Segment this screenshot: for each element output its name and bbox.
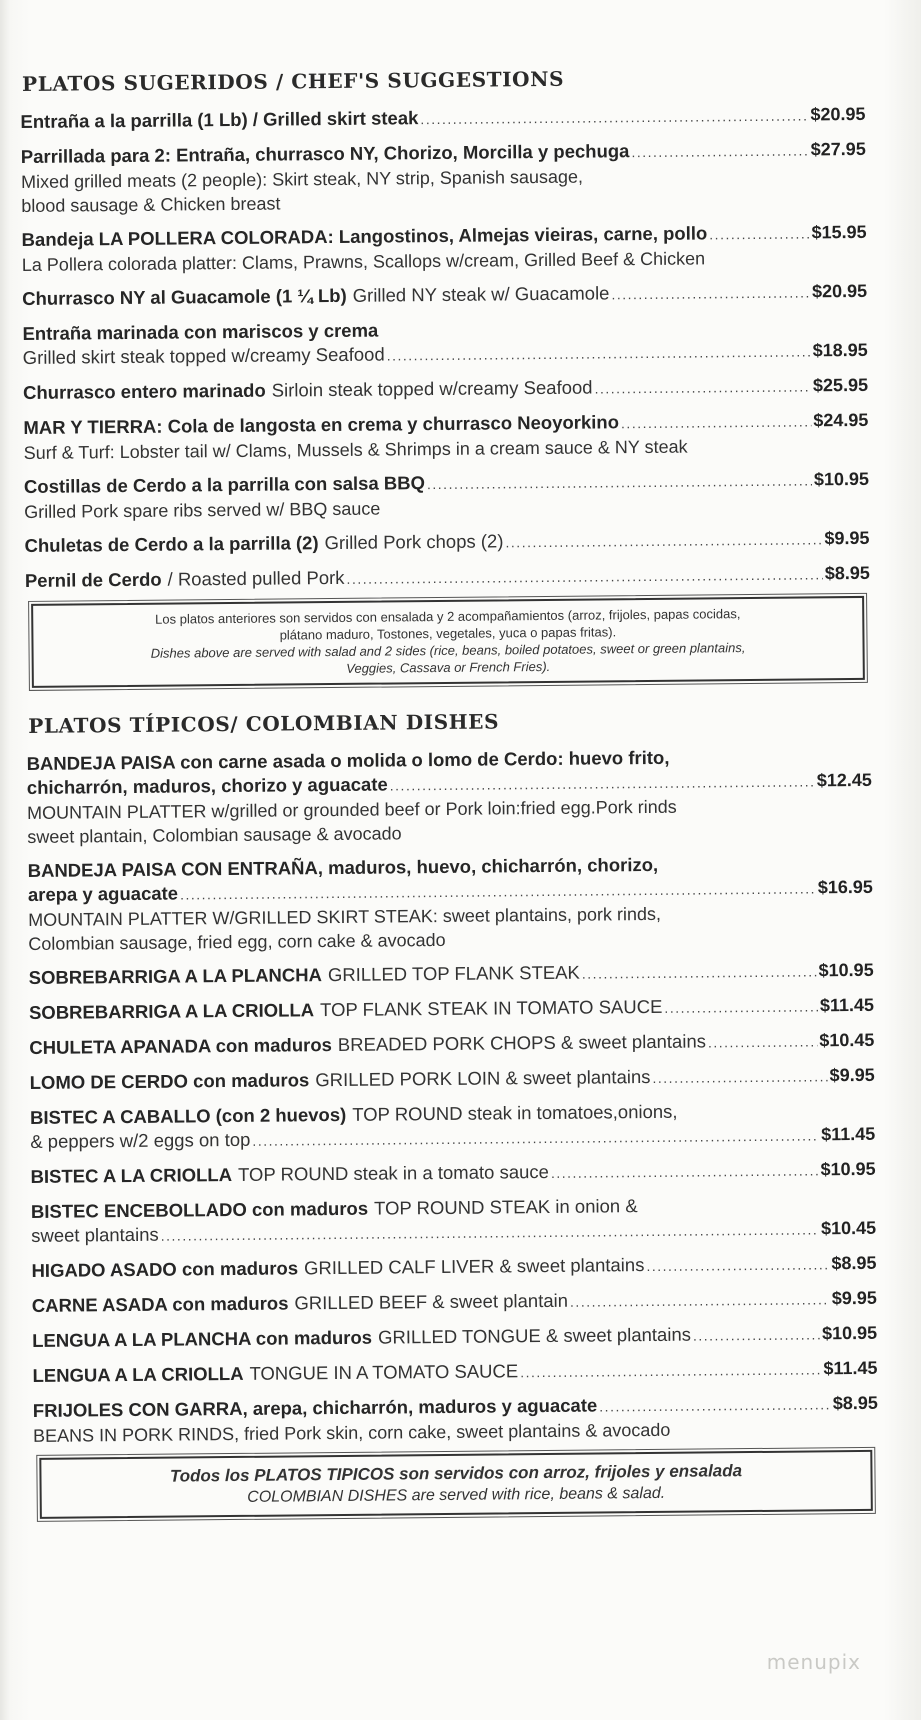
dot-leader [420,103,808,131]
menu-item [30,1157,875,1190]
section-title-chef: PLATOS SUGERIDOS / CHEF'S SUGGESTIONS [21,66,565,96]
menu-item-name: Bandeja LA POLLERA COLORADA: Langostinos, Almejas vieiras, carne, pollo [21,222,708,250]
section-title-colombian: PLATOS TÍPICOS/ COLOMBIAN DISHES [28,709,500,738]
menu-item [21,137,867,218]
menu-item-price: $20.95 [811,280,868,302]
menu-item [32,1286,877,1319]
menu-item-description: MOUNTAIN PLATTER w/grilled or grounded beef or Pork loin:fried egg.Pork rinds [27,796,677,823]
menu-item-line [30,1063,875,1096]
menu-item-description: La Pollera colorada platter: Clams, Prawns, Scallops w/cream, Grilled Beef & Chicken [21,248,706,275]
menu-item-name: BISTEC ENCEBOLLADO con maduros [30,1197,369,1222]
dot-leader [520,1357,821,1384]
menu-item-name: Entraña marinada con mariscos y crema [22,319,379,344]
menu-item [31,1251,876,1284]
dot-leader [708,1029,818,1054]
sides-note-en-1: Dishes above are served with salad and 2 sides (rice, beans, boiled potatoes, sweet or green plantains, [150,640,746,661]
menu-item-price: $15.95 [811,221,867,243]
colombian-note [39,1450,873,1519]
dot-leader [693,1322,820,1347]
menu-item-english: TOP ROUND steak in a tomato sauce [237,1160,549,1185]
dot-leader [594,374,811,400]
menu-item-name: Parrillada para 2: Entraña, churrasco NY, Chorizo, Morcilla y pechuga [20,140,630,167]
menu-item-name: CHULETA APANADA con maduros [29,1034,332,1058]
menu-item [23,373,868,406]
menu-item [29,958,874,991]
menu-item-price: $12.45 [816,769,872,791]
menu-item-name: Entraña a la parrilla (1 Lb) / Grilled skirt steak [20,107,419,132]
menu-item-line [29,993,874,1026]
menu-item-price: $27.95 [810,138,866,160]
menu-item-name: BISTEC A CABALLO (con 2 huevos) [29,1103,347,1128]
menu-item [32,1356,877,1389]
dot-leader [387,339,811,367]
menu-item-english: TOP FLANK STEAK IN TOMATO SAUCE [319,995,663,1021]
sides-note-en-2: Veggies, Cassava or French Fries). [346,658,551,676]
sides-note-es-2: plátano maduro, Tostones, vegetales, yuca o papas fritas). [279,624,617,643]
menu-item-name: LENGUA A LA PLANCHA con maduros [32,1326,373,1351]
chef-items-list [20,102,870,594]
menu-item-english: GRILLED TONGUE & sweet plantains [377,1323,692,1348]
dot-leader [505,527,822,554]
menu-item-english: Grilled skirt steak topped w/creamy Seafood [22,343,385,368]
dot-leader [631,138,809,164]
menu-item-line [31,1251,876,1284]
menu-item-name: chicharrón, maduros, chorizo y aguacate [26,773,388,798]
menu-item-price: $10.45 [819,1029,875,1051]
menu-item-price: $9.95 [829,1064,875,1086]
menu-item-price: $10.45 [820,1217,877,1239]
menu-item-name: LENGUA A LA CRIOLLA [32,1362,244,1386]
menu-item-price: $11.45 [821,1123,876,1145]
dot-leader [599,1392,831,1418]
menu-item-english: TOP ROUND STEAK in onion & [373,1195,638,1219]
menu-item-english: Sirloin steak topped w/creamy Seafood [271,376,593,401]
menu-item-english: BREADED PORK CHOPS & sweet plantains [337,1030,707,1055]
menu-item-price: $10.95 [818,959,874,981]
menu-item-line [24,526,869,559]
dot-leader [664,994,818,1019]
menu-item-description: Surf & Turf: Lobster tail w/ Clams, Mussels & Shrimps in a cream sauce & NY steak [23,436,688,463]
menu-item-english: GRILLED TOP FLANK STEAK [327,961,580,986]
menu-item-line [29,1028,874,1061]
dot-leader [652,1064,827,1090]
menu-item-price: $20.95 [810,103,866,125]
menu-item-english: & peppers w/2 eggs on top [30,1128,251,1152]
menu-item-english: sweet plantains [31,1223,159,1246]
sides-note-es-1: Los platos anteriores son servidos con ensalada y 2 acompañamientos (arroz, frijoles, papas cocidas, [155,606,741,627]
menu-item-line [22,279,867,312]
menu-item-line [29,958,874,991]
menu-item-price: $11.45 [823,1357,878,1379]
menu-item [21,220,866,277]
menu-item-price: $8.95 [832,1392,878,1414]
dot-leader [570,1287,830,1313]
menu-item [25,561,870,594]
menu-item-name: BANDEJA PAISA CON ENTRAÑA, maduros, huevo, chicharrón, chorizo, [27,853,659,881]
menu-item [29,1028,874,1061]
dot-leader [582,959,817,985]
menu-item-description: Colombian sausage, fried egg, corn cake & avocado [28,929,446,954]
dot-leader [709,221,810,246]
menu-item-name: Churrasco NY al Guacamole (1 ¼ Lb) [22,284,347,309]
menu-item-english: GRILLED BEEF & sweet plantain [294,1289,569,1314]
dot-leader [161,1217,820,1247]
menu-item-line [30,1157,875,1190]
menu-item [27,768,873,849]
menu-item-description: MOUNTAIN PLATTER W/GRILLED SKIRT STEAK: sweet plantains, pork rinds, [28,903,662,930]
menu-item-price: $8.95 [831,1252,877,1274]
menu-item [32,1321,877,1354]
menu-item-name: SOBREBARRIGA A LA PLANCHA [28,964,323,988]
menu-item-english: TONGUE IN A TOMATO SAUCE [249,1360,519,1384]
menu-item-name: MAR Y TIERRA: Cola de langosta en crema y churrasco Neoyorkino [23,411,620,438]
dot-leader [252,1123,819,1152]
menu-item [28,875,874,956]
menu-item-description: BEANS IN PORK RINDS, fried Pork skin, corn cake, sweet plantains & avocado [32,1419,671,1446]
menu-item-price: $11.45 [819,994,875,1016]
watermark: menupix [766,1650,861,1674]
menu-item-name: SOBREBARRIGA A LA CRIOLLA [28,999,315,1023]
menu-item-name: CARNE ASADA con maduros [31,1292,289,1316]
menu-item-price: $16.95 [817,876,873,898]
menu-item-line [25,561,870,594]
menu-item-name: FRIJOLES CON GARRA, arepa, chicharrón, maduros y aguacate [32,1394,598,1421]
menu-item-name: BANDEJA PAISA con carne asada o molida o lomo de Cerdo: huevo frito, [26,746,670,774]
dot-leader [427,468,812,496]
dot-leader [390,769,815,797]
menu-item [22,279,867,312]
menu-item-name: Pernil de Cerdo [24,568,162,591]
menu-item-name: arepa y aguacate [27,882,179,905]
menu-item-name: BISTEC A LA CRIOLLA [30,1164,233,1187]
menu-item [33,1391,878,1448]
menu-item-line [20,102,865,135]
sides-note [31,596,865,688]
menu-item-price: $8.95 [824,562,870,584]
menu-item-price: $10.95 [820,1158,876,1180]
menu-item-name: LOMO DE CERDO con maduros [29,1069,310,1093]
menu-item-price: $9.95 [824,527,870,549]
menu-item-line [32,1286,877,1319]
menu-item-english: GRILLED PORK LOIN & sweet plantains [315,1065,651,1091]
menu-item-name: Costillas de Cerdo a la parrilla con salsa BBQ [23,472,426,497]
menu-item [24,467,869,524]
menu-item-line [23,373,868,406]
menu-item-english: TOP ROUND steak in tomatoes,onions, [352,1100,678,1125]
menu-item-price: $10.95 [813,468,870,490]
colombian-note-es: Todos los PLATOS TIPICOS son servidos con arroz, frijoles y ensalada [169,1461,743,1486]
dot-leader [611,280,810,306]
menu-item-price: $18.95 [812,339,868,361]
menu-item-description: Grilled Pork spare ribs served w/ BBQ sauce [24,498,381,522]
menu-item-price: $24.95 [813,409,869,431]
menu-item-line [32,1356,877,1389]
dot-leader [621,409,812,435]
menu-item-price: $9.95 [831,1287,877,1309]
menu-item-english: Grilled NY steak w/ Guacamole [352,282,610,306]
dot-leader [346,562,823,591]
menu-item-price: $10.95 [821,1322,878,1344]
menu-item-english: / Roasted pulled Pork [167,566,345,590]
menu-item-description: blood sausage & Chicken breast [21,193,281,216]
menu-item [29,993,874,1026]
colombian-items-list [27,744,879,1448]
dot-leader [551,1158,819,1185]
menu-item-english: Grilled Pork chops (2) [324,530,504,554]
menu-item-name: Chuletas de Cerdo a la parrilla (2) [24,532,319,556]
menu-content [20,64,879,1519]
menu-item [20,102,865,135]
dot-leader [646,1252,829,1278]
menu-item-description: sweet plantain, Colombian sausage & avocado [27,823,402,847]
menu-item-line [32,1321,877,1354]
colombian-note-en: COLOMBIAN DISHES are served with rice, beans & salad. [247,1484,666,1506]
menu-item-price: $25.95 [812,374,869,396]
menu-item [23,408,868,465]
menu-item [24,526,869,559]
menu-item-description: Mixed grilled meats (2 people): Skirt steak, NY strip, Spanish sausage, [20,166,584,192]
menu-item [30,1063,875,1096]
menu-item-english: GRILLED CALF LIVER & sweet plantains [303,1254,645,1279]
menu-item-name: Churrasco entero marinado [22,379,266,403]
menu-item-name: HIGADO ASADO con maduros [31,1257,299,1281]
